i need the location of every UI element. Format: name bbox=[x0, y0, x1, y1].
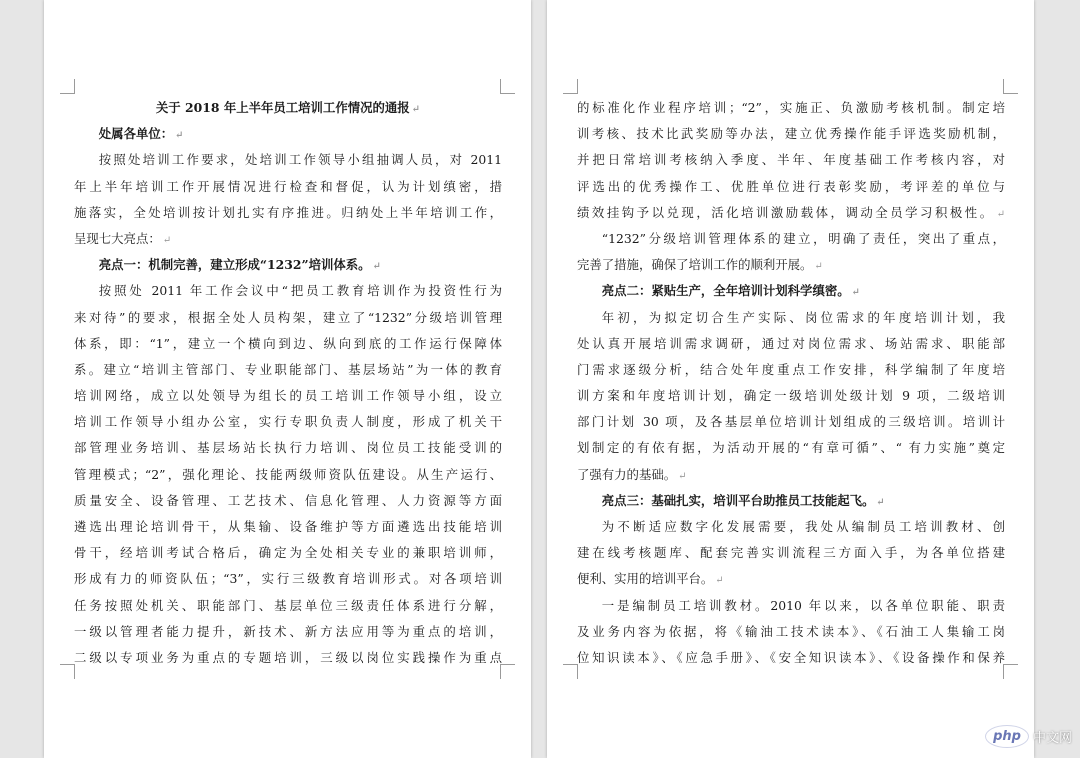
margin-corner-mark bbox=[1003, 664, 1018, 679]
paragraph-mark-icon: ↵ bbox=[372, 261, 381, 273]
text-line bbox=[74, 540, 502, 566]
line-text: 施落实，全处培训按计划扎实有序推进。归纳处上半年培训工作， bbox=[74, 204, 502, 220]
line-text: 按照处 2011 年工作会议中“把员工教育培训作为投资性行为 bbox=[98, 283, 502, 299]
text-line bbox=[74, 619, 502, 645]
text-line bbox=[577, 357, 1005, 383]
margin-corner-mark bbox=[563, 664, 578, 679]
text-line bbox=[74, 645, 502, 671]
line-text: “1232”分级培训管理体系的建立，明确了责任，突出了重点， bbox=[601, 230, 1005, 246]
line-text: 培训网络，成立以处领导为组长的员工培训工作领导小组，设立 bbox=[74, 388, 502, 404]
text-line bbox=[74, 383, 502, 409]
line-text: 呈现七大亮点： bbox=[74, 230, 161, 246]
margin-corner-mark bbox=[1003, 79, 1018, 94]
line-text: 为不断适应数字化发展需要，我处从编制员工培训教材、创 bbox=[601, 519, 1005, 534]
line-text: 一是编制员工培训教材。2010 年以来，以各单位职能、职责 bbox=[601, 597, 1005, 613]
document-page-left bbox=[44, 0, 531, 758]
text-line bbox=[577, 566, 1005, 592]
text-line bbox=[577, 540, 1005, 566]
text-line bbox=[577, 645, 1005, 671]
line-text: 门需求逐级分析，结合处年度重点工作安排，科学编制了年度培 bbox=[577, 361, 1005, 377]
document-page-right bbox=[547, 0, 1034, 758]
line-text: 一级以管理者能力提升，新技术、新方法应用等为重点的培训， bbox=[74, 623, 502, 639]
text-line bbox=[577, 435, 1005, 461]
text-line bbox=[74, 278, 502, 304]
line-text: 建在线考核题库、配套完善实训流程三方面入手，为各单位搭建 bbox=[577, 545, 1005, 561]
text-line bbox=[74, 462, 502, 488]
line-text: 评选出的优秀操作工、优胜单位进行表彰奖励，考评差的单位与 bbox=[577, 178, 1005, 194]
text-line bbox=[74, 488, 502, 514]
line-text: 按照处培训工作要求，处培训工作领导小组抽调人员，对 2011 bbox=[98, 152, 502, 168]
watermark-text: 中文网 bbox=[1032, 731, 1072, 746]
text-line bbox=[577, 305, 1005, 331]
text-line bbox=[577, 619, 1005, 645]
text-line bbox=[74, 252, 502, 278]
text-line bbox=[74, 409, 502, 435]
text-line bbox=[577, 121, 1005, 147]
paragraph-mark-icon: ↵ bbox=[678, 470, 687, 482]
margin-corner-mark bbox=[563, 79, 578, 94]
paragraph-mark-icon: ↵ bbox=[411, 104, 421, 115]
line-text: 体系，即：“1”，建立一个横向到边、纵向到底的工作运行保障体 bbox=[74, 335, 502, 351]
paragraph-mark-icon: ↵ bbox=[715, 575, 724, 587]
site-watermark bbox=[985, 725, 1072, 748]
text-line bbox=[577, 174, 1005, 200]
text-line bbox=[74, 514, 502, 540]
line-text: 培训工作领导小组办公室，实行专职负责人制度，形成了机关干 bbox=[74, 414, 502, 430]
text-line bbox=[74, 593, 502, 619]
text-line bbox=[74, 566, 502, 592]
line-text: 亮点一：机制完善，建立形成“1232”培训体系。 bbox=[98, 257, 371, 273]
text-line bbox=[577, 278, 1005, 304]
line-text: 任务按照处机关、职能部门、基层单位三级责任体系进行分解， bbox=[74, 597, 502, 613]
text-line bbox=[577, 593, 1005, 619]
text-line bbox=[74, 226, 502, 252]
paragraph-mark-icon: ↵ bbox=[175, 130, 184, 142]
line-text: 质量安全、设备管理、工艺技术、信息化管理、人力资源等方面 bbox=[74, 492, 502, 508]
line-text: 骨干，经培训考试合格后，确定为全处相关专业的兼职培训师， bbox=[74, 545, 502, 561]
text-line bbox=[577, 488, 1005, 514]
text-line bbox=[577, 200, 1005, 226]
text-line bbox=[577, 462, 1005, 488]
line-text: 训方案和年度培训计划，确定一级培训处级计划 9 项，二级培训 bbox=[577, 388, 1005, 404]
text-line bbox=[577, 383, 1005, 409]
text-line bbox=[577, 514, 1005, 540]
text-line bbox=[577, 226, 1005, 252]
line-text: 遴选出理论培训骨干，从集输、设备维护等方面遴选出技能培训 bbox=[74, 519, 502, 534]
line-text: 部管理业务培训、基层场站长执行力培训、岗位员工技能受训的 bbox=[74, 440, 502, 456]
paragraph-mark-icon: ↵ bbox=[851, 287, 860, 299]
line-text: 便利、实用的培训平台。 bbox=[577, 571, 714, 587]
line-text: 并把日常培训考核纳入季度、半年、年度基础工作考核内容，对 bbox=[577, 152, 1005, 168]
left-page-text[interactable] bbox=[74, 95, 502, 671]
line-text: 部门计划 30 项，及各基层单位培训计划组成的三级培训。培训计 bbox=[577, 414, 1005, 430]
paragraph-mark-icon: ↵ bbox=[996, 208, 1005, 220]
text-line bbox=[577, 331, 1005, 357]
text-line bbox=[577, 252, 1005, 278]
line-text: 二级以专项业务为重点的专题培训，三级以岗位实践操作为重点 bbox=[74, 649, 502, 665]
margin-corner-mark bbox=[60, 79, 75, 94]
line-text: 划制定的有依有据，为活动开展的“有章可循”、“ 有力实施”奠定 bbox=[577, 440, 1005, 456]
paragraph-mark-icon: ↵ bbox=[876, 496, 885, 508]
line-text: 位知识读本》、《应急手册》、《安全知识读本》、《设备操作和保养 bbox=[577, 649, 1005, 665]
watermark-logo: php bbox=[985, 725, 1029, 748]
line-text: 处属各单位： bbox=[98, 126, 174, 142]
line-text: 关于 2018 年上半年员工培训工作情况的通报 bbox=[155, 100, 410, 115]
line-text: 了强有力的基础。 bbox=[577, 466, 677, 482]
line-text: 处认真开展培训需求调研，通过对岗位需求、场站需求、职能部 bbox=[577, 335, 1005, 351]
line-text: 的标准化作业程序培训；“2”，实施正、负激励考核机制。制定培 bbox=[577, 100, 1005, 115]
text-line bbox=[74, 357, 502, 383]
paragraph-mark-icon: ↵ bbox=[162, 234, 172, 246]
line-text: 绩效挂钩予以兑现，活化培训激励载体，调动全员学习积极性。 bbox=[577, 204, 995, 220]
margin-corner-mark bbox=[500, 664, 515, 679]
line-text: 亮点二：紧贴生产，全年培训计划科学缜密。 bbox=[601, 283, 850, 299]
text-line bbox=[74, 95, 502, 121]
line-text: 来对待”的要求，根据全处人员构架，建立了“1232”分级培训管理 bbox=[74, 309, 502, 325]
line-text: 完善了措施，确保了培训工作的顺利开展。 bbox=[577, 257, 813, 273]
text-line bbox=[74, 200, 502, 226]
line-text: 系。建立“培训主管部门、专业职能部门、基层场站”为一体的教育 bbox=[74, 361, 502, 377]
text-line bbox=[74, 435, 502, 461]
right-page-text[interactable] bbox=[577, 95, 1005, 671]
line-text: 形成有力的师资队伍；“3”，实行三级教育培训形式。对各项培训 bbox=[74, 571, 502, 587]
text-line bbox=[74, 174, 502, 200]
margin-corner-mark bbox=[60, 664, 75, 679]
line-text: 年上半年培训工作开展情况进行检查和督促，认为计划缜密，措 bbox=[74, 178, 502, 194]
text-line bbox=[577, 409, 1005, 435]
line-text: 训考核、技术比武奖励等办法，建立优秀操作能手评选奖励机制， bbox=[577, 126, 1005, 142]
margin-corner-mark bbox=[500, 79, 515, 94]
line-text: 年初，为拟定切合生产实际、岗位需求的年度培训计划，我 bbox=[601, 309, 1005, 325]
text-line bbox=[74, 305, 502, 331]
text-line bbox=[74, 121, 502, 147]
paragraph-mark-icon: ↵ bbox=[814, 261, 823, 273]
line-text: 亮点三：基础扎实，培训平台助推员工技能起飞。 bbox=[601, 492, 875, 508]
text-line bbox=[577, 95, 1005, 121]
line-text: 管理模式；“2”，强化理论、技能两级师资队伍建设。从生产运行、 bbox=[74, 466, 502, 482]
text-line bbox=[74, 147, 502, 173]
line-text: 及业务内容为依据，将《输油工技术读本》、《石油工人集输工岗 bbox=[577, 623, 1005, 639]
text-line bbox=[577, 147, 1005, 173]
text-line bbox=[74, 331, 502, 357]
